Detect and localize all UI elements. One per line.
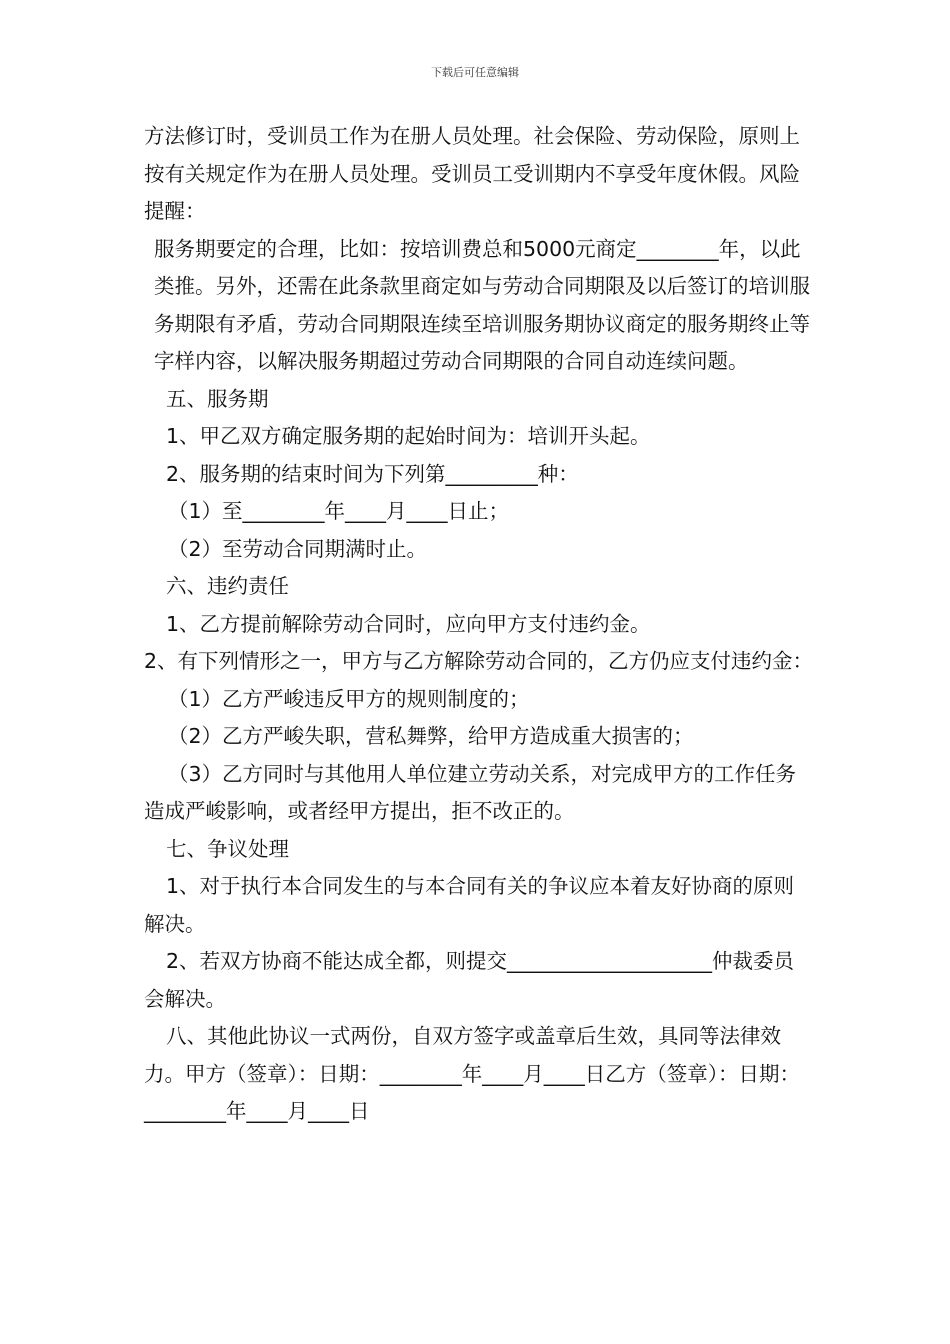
section-heading-dispute: 七、争议处理	[166, 836, 289, 861]
clause-subitem: （1）至________年____月____日止；	[168, 499, 510, 523]
clause-subitem: （2）乙方严峻失职，营私舞弊，给甲方造成重大损害的；	[168, 724, 694, 748]
document-body	[144, 118, 814, 1131]
clause-item: 2、若双方协商不能达成全都，则提交____________________仲裁委员会解决。	[144, 949, 795, 1011]
clause-item: 1、甲乙双方确定服务期的起始时间为：培训开头起。	[166, 424, 651, 448]
clause-item: 1、乙方提前解除劳动合同时，应向甲方支付违约金。	[166, 611, 651, 636]
paragraph-risk-note: 服务期要定的合理，比如：按培训费总和5000元商定________年，以此类推。另外，还需在此条款里商定如与劳动合同期限及以后签订的培训服务期限有矛盾，劳动合同期限连续至培训服务期协议商定的服务期终止等字样内容，以解决服务期超过劳动合同期限的合同自动连续问题。	[154, 236, 810, 373]
page-header: 下载后可任意编辑	[431, 66, 519, 79]
clause-subitem: （2）至劳动合同期满时止。	[168, 536, 428, 561]
clause-item: 2、有下列情形之一，甲方与乙方解除劳动合同的，乙方仍应支付违约金：	[144, 649, 814, 673]
clause-subitem: （1）乙方严峻违反甲方的规则制度的；	[168, 686, 530, 711]
section-heading-service-period: 五、服务期	[166, 386, 269, 411]
clause-item: 2、服务期的结束时间为下列第_________种：	[166, 461, 579, 486]
clause-item: 1、对于执行本合同发生的与本合同有关的争议应本着友好协商的原则解决。	[144, 874, 795, 936]
paragraph-training-clause: 方法修订时，受训员工作为在册人员处理。社会保险、劳动保险，原则上按有关规定作为在册人员处理。受训员工受训期内不享受年度休假。风险提醒：	[144, 124, 800, 223]
section-heading-breach: 六、违约责任	[166, 574, 289, 598]
section-heading-other: 八、其他此协议一式两份，自双方签字或盖章后生效，具同等法律效力。甲方（签章）：日期：________年____月____日乙方（签章）：日期：________年____月____日	[144, 1024, 800, 1123]
clause-subitem: （3）乙方同时与其他用人单位建立劳动关系，对完成甲方的工作任务造成严峻影响，或者经甲方提出，拒不改正的。	[144, 761, 797, 823]
